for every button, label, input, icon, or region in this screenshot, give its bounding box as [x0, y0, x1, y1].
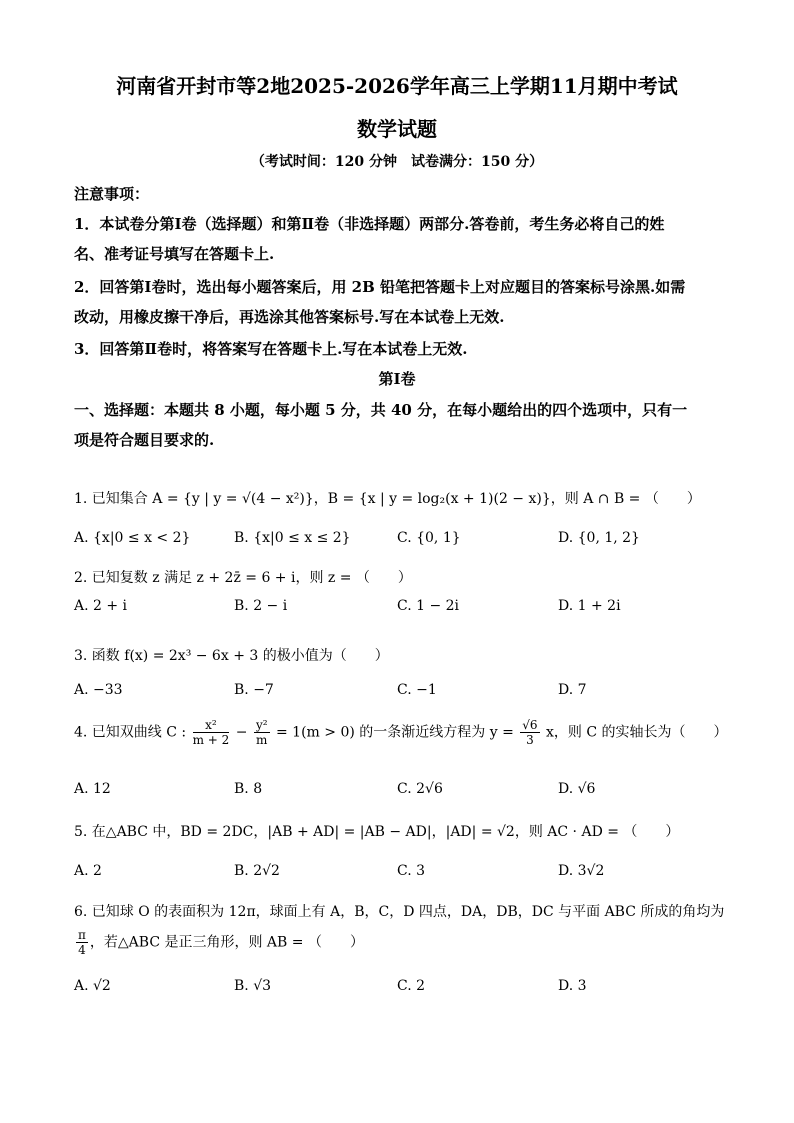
option-b: B. 8	[234, 781, 263, 797]
option-d: D. {0, 1, 2}	[558, 530, 640, 546]
option-a: A. √2	[74, 978, 111, 994]
question-stem: 5. 在△ABC 中，BD = 2DC，|AB + AD| = |AB − AD|，|AD| = √2，则 AC · AD = （ ）	[74, 824, 680, 840]
question-stem-continued	[74, 928, 364, 957]
stem-text: ，若△ABC 是正三角形，则 AB = （ ）	[89, 934, 364, 951]
question-stem: 2. 已知复数 z 满足 z + 2z̄ = 6 + i，则 z = （ ）	[74, 570, 412, 586]
option-c: C. 2√6	[397, 781, 443, 797]
option-c: C. 1 − 2i	[397, 598, 460, 614]
option-a: A. 2	[74, 863, 102, 879]
fraction-numerator: x²	[193, 718, 230, 733]
question-stem: 1. 已知集合 A = {y | y = √(4 − x²)}，B = {x | y = log₂(x + 1)(2 − x)}，则 A ∩ B = （ ）	[74, 491, 701, 507]
option-b: B. {x|0 ≤ x ≤ 2}	[234, 530, 351, 546]
question-stem: 6. 已知球 O 的表面积为 12π，球面上有 A，B，C，D 四点，DA，DB，DC 与平面 ABC 所成的角均为	[74, 904, 725, 920]
section-instruction: 项是符合题目要求的.	[74, 431, 215, 449]
stem-text: = 1(m > 0) 的一条渐近线方程为 y =	[271, 724, 519, 741]
notice-item: 改动，用橡皮擦干净后，再选涂其他答案标号.写在本试卷上无效.	[74, 308, 505, 326]
fraction-denominator: 3	[526, 733, 534, 747]
notice-item: 2．回答第Ⅰ卷时，选出每小题答案后，用 2B 铅笔把答题卡上对应题目的答案标号涂黑.如需	[74, 278, 686, 296]
fraction-denominator: m	[256, 733, 268, 747]
fraction	[520, 718, 539, 747]
option-a: A. 12	[74, 781, 111, 797]
option-d: D. 3	[558, 978, 587, 994]
option-c: C. −1	[397, 682, 437, 698]
notice-heading: 注意事项：	[74, 185, 150, 203]
option-b: B. −7	[234, 682, 274, 698]
question-stem: 3. 函数 f(x) = 2x³ − 6x + 3 的极小值为（ ）	[74, 648, 389, 664]
option-c: C. 2	[397, 978, 426, 994]
fraction-numerator: π	[78, 928, 86, 942]
stem-text: x，则 C 的实轴长为（ ）	[541, 724, 728, 741]
option-b: B. 2 − i	[234, 598, 288, 614]
notice-item: 3．回答第Ⅱ卷时，将答案写在答题卡上.写在本试卷上无效.	[74, 340, 468, 358]
question-stem	[74, 718, 728, 747]
fraction-denominator: 4	[78, 943, 86, 957]
exam-info: （考试时间：120 分钟 试卷满分：150 分）	[250, 154, 544, 170]
exam-title: 河南省开封市等2地2025-2026学年高三上学期11月期中考试	[116, 74, 678, 98]
option-d: D. √6	[558, 781, 596, 797]
option-a: A. −33	[74, 682, 123, 698]
fraction	[76, 928, 88, 957]
subject-title: 数学试题	[357, 117, 437, 141]
fraction	[254, 718, 270, 747]
stem-text: −	[231, 724, 252, 741]
stem-text: 4. 已知双曲线 C :	[74, 724, 191, 741]
option-c: C. {0, 1}	[397, 530, 461, 546]
option-b: B. √3	[234, 978, 272, 994]
notice-item: 名、准考证号填写在答题卡上.	[74, 245, 275, 263]
notice-item: 1．本试卷分第Ⅰ卷（选择题）和第Ⅱ卷（非选择题）两部分.答卷前，考生务必将自己的姓	[74, 215, 665, 233]
section-instruction: 一、选择题：本题共 8 小题，每小题 5 分，共 40 分，在每小题给出的四个选项中，只有一	[74, 401, 688, 419]
fraction	[193, 718, 230, 747]
option-d: D. 3√2	[558, 863, 605, 879]
option-a: A. {x|0 ≤ x < 2}	[74, 530, 191, 546]
part-name: 第Ⅰ卷	[378, 370, 416, 388]
option-d: D. 7	[558, 682, 587, 698]
option-a: A. 2 + i	[74, 598, 128, 614]
option-d: D. 1 + 2i	[558, 598, 621, 614]
fraction-numerator: √6	[522, 718, 538, 732]
fraction-numerator: y²	[255, 718, 268, 732]
fraction-denominator: m + 2	[192, 733, 230, 747]
option-c: C. 3	[397, 863, 426, 879]
option-b: B. 2√2	[234, 863, 280, 879]
